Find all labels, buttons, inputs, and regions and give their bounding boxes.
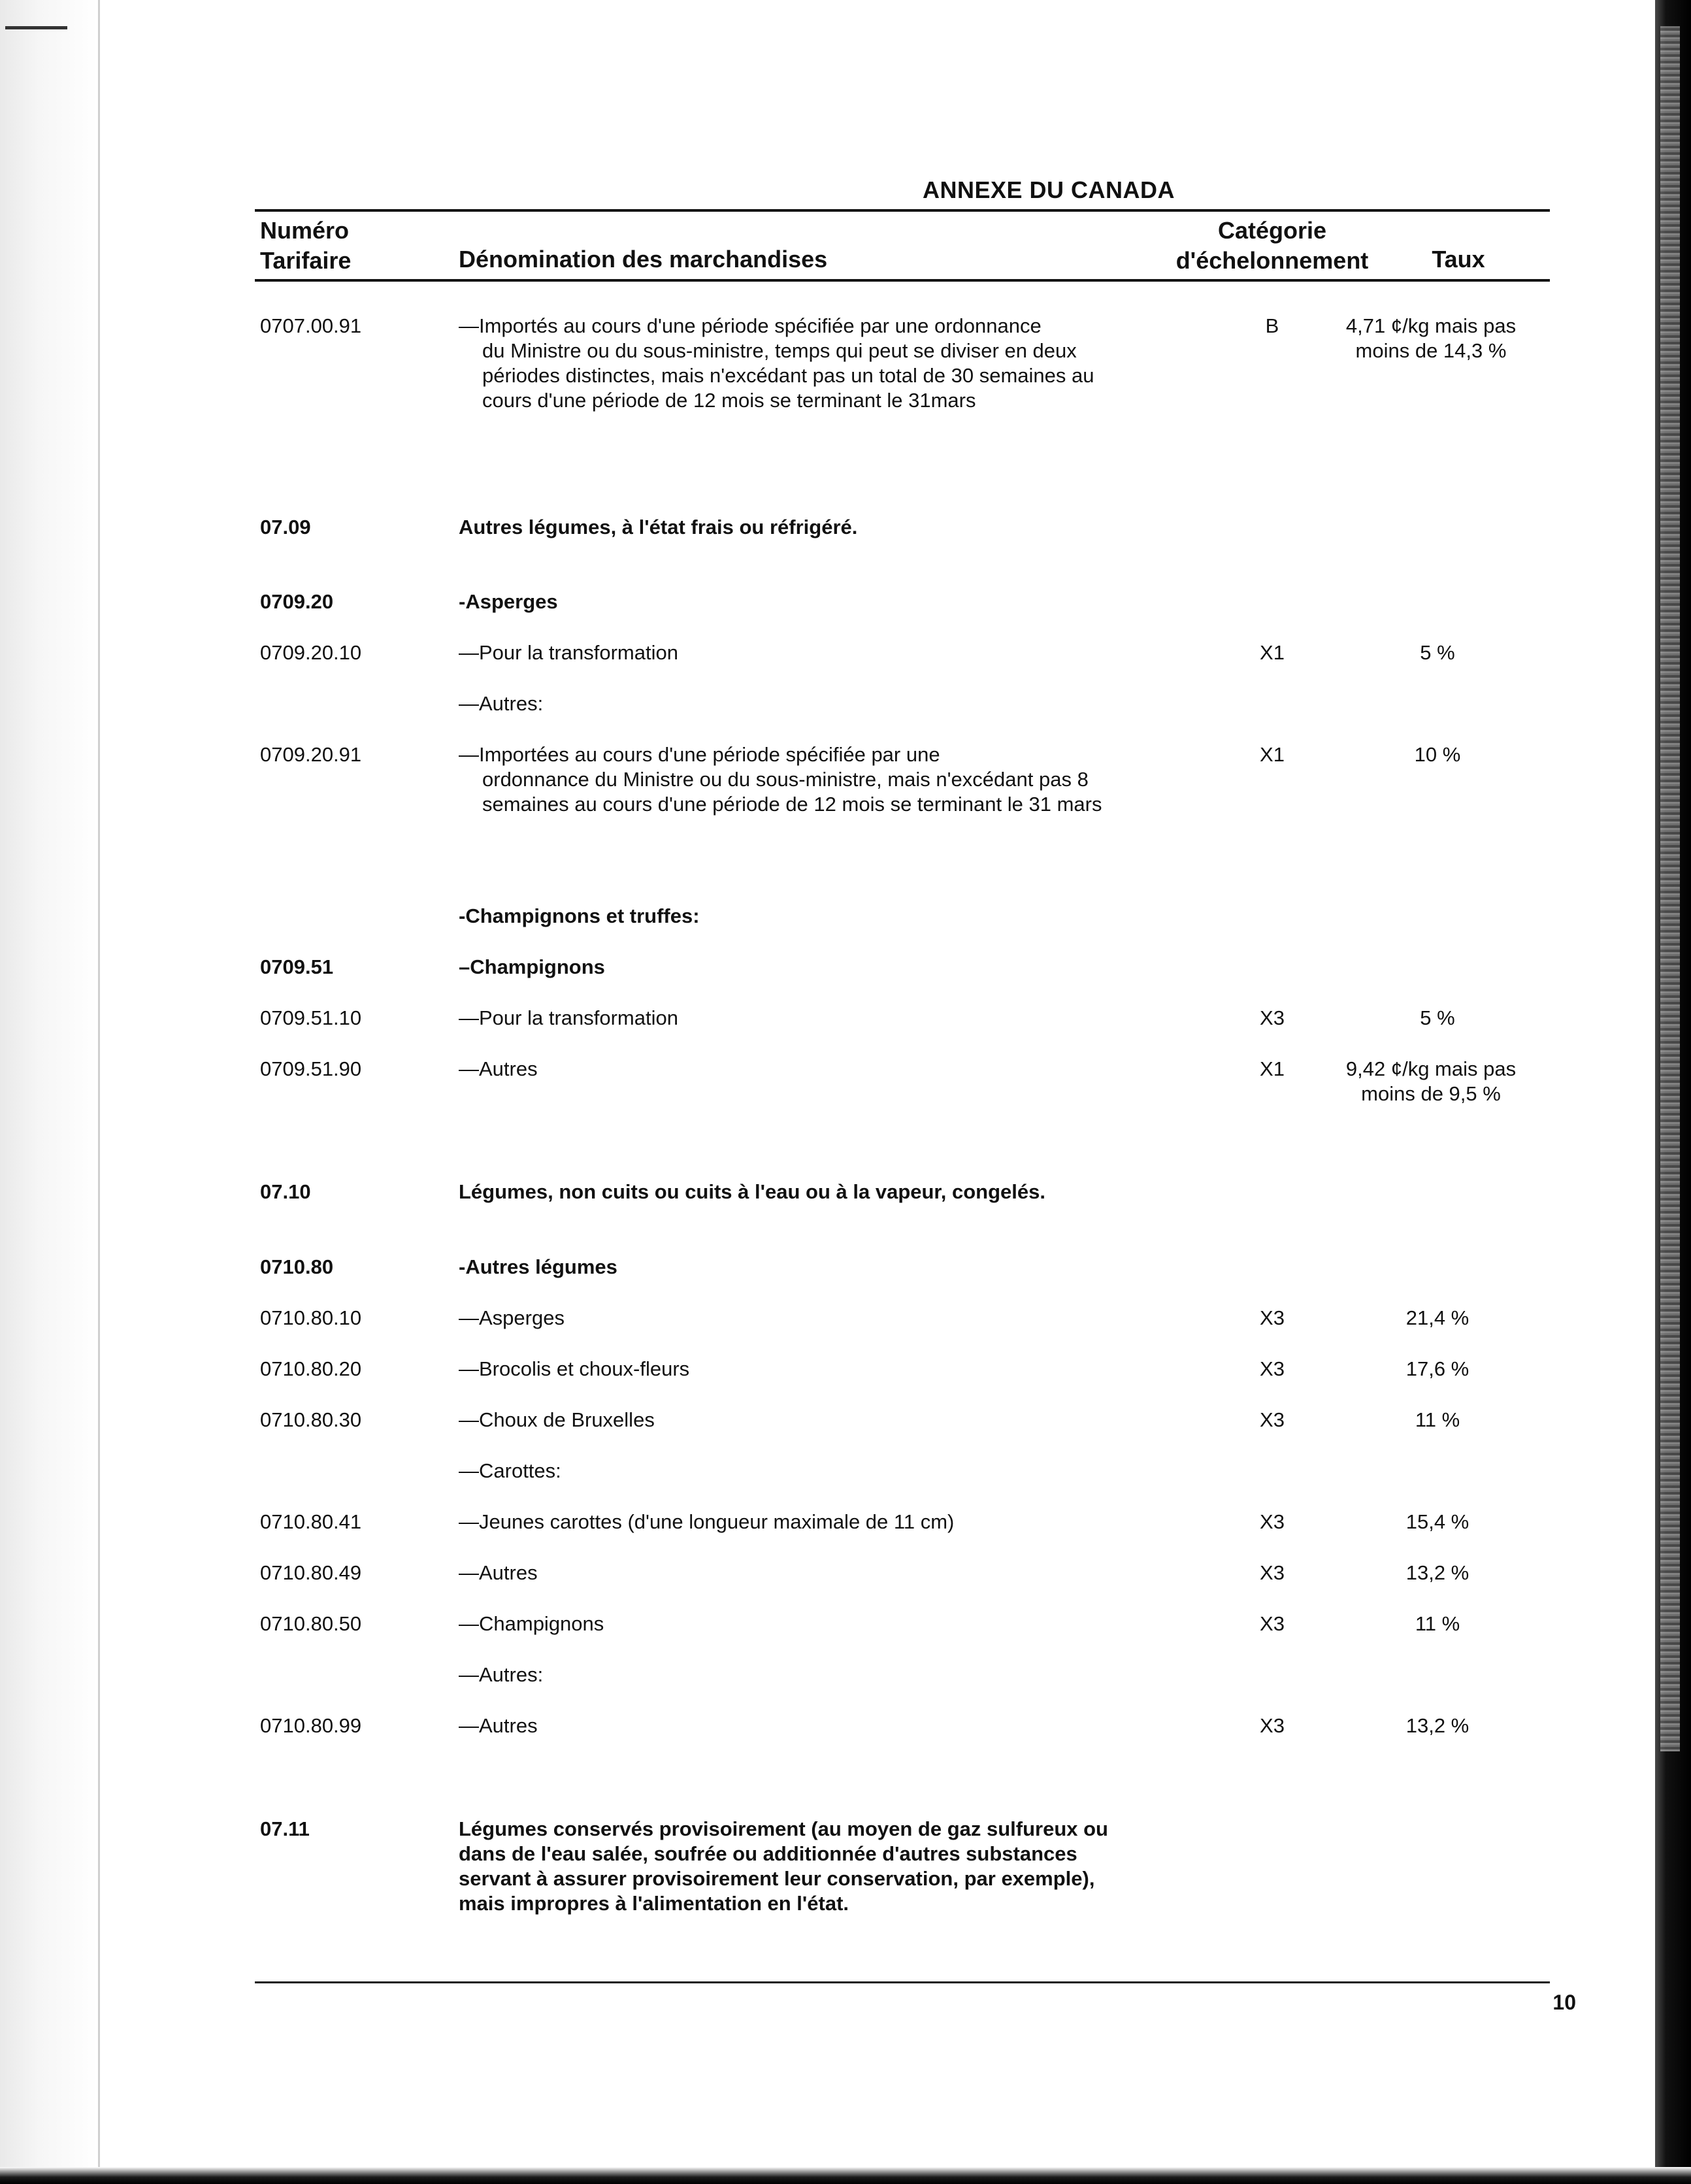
rate: 15,4 % xyxy=(1405,1510,1469,1533)
description: —Carottes: xyxy=(459,1459,561,1482)
description: —Brocolis et choux-fleurs xyxy=(459,1357,690,1380)
tariff-code: 0710.80.41 xyxy=(260,1510,362,1533)
scan-left-edge xyxy=(0,0,108,2184)
category: X3 xyxy=(1260,1714,1285,1737)
description: —Autres: xyxy=(459,1663,544,1686)
description-first-line: —Importés au cours d'une période spécifiée par une ordonnance xyxy=(459,314,1042,337)
description: —Autres xyxy=(459,1057,538,1080)
tariff-code: 07.10 xyxy=(260,1180,311,1203)
rate: 11 % xyxy=(1415,1408,1460,1431)
header-categorie-line1: Catégorie xyxy=(1217,217,1327,244)
tariff-code: 07.09 xyxy=(260,516,311,538)
header-numero-tarifaire xyxy=(260,216,351,276)
description: Autres légumes, à l'état frais ou réfrigéré. xyxy=(459,516,858,538)
rate: 13,2 % xyxy=(1405,1561,1469,1584)
rate: 11 % xyxy=(1415,1612,1460,1635)
category: X1 xyxy=(1260,743,1285,766)
tariff-code: 0710.80.10 xyxy=(260,1306,362,1329)
footer-rule xyxy=(255,1981,1550,1983)
category: X1 xyxy=(1260,1057,1285,1080)
header-categorie-line2: d'échelonnement xyxy=(1175,247,1369,274)
category: X3 xyxy=(1260,1306,1285,1329)
page-number: 10 xyxy=(1552,1991,1576,2014)
category: X3 xyxy=(1260,1357,1285,1380)
description-continuation: du Ministre ou du sous-ministre, temps qui peut se diviser en deux périodes distinctes, mais n'excédant pas un total de 30 semaines au cours d'une période de 12 mois se terminant le 31mars xyxy=(482,339,1094,412)
category: X3 xyxy=(1260,1006,1285,1029)
description: –Champignons xyxy=(459,955,605,978)
category: B xyxy=(1265,314,1279,337)
description: -Champignons et truffes: xyxy=(459,904,700,927)
page-title: ANNEXE DU CANADA xyxy=(922,176,1175,203)
header-categorie xyxy=(1132,216,1413,276)
description: —Pour la transformation xyxy=(459,1006,678,1029)
description: —Champignons xyxy=(459,1612,604,1635)
tariff-code: 07.11 xyxy=(260,1817,310,1840)
description: —Jeunes carottes (d'une longueur maximale de 11 cm) xyxy=(459,1510,955,1533)
description: —Pour la transformation xyxy=(459,641,678,664)
description-continuation: ordonnance du Ministre ou du sous-ministre, mais n'excédant pas 8 semaines au cours d'une période de 12 mois se terminant le 31 mars xyxy=(482,768,1102,816)
rate: 10 % xyxy=(1414,743,1461,766)
tariff-code: 0710.80.20 xyxy=(260,1357,362,1380)
rate: 5 % xyxy=(1420,1006,1455,1029)
tariff-code: 0710.80.50 xyxy=(260,1612,362,1635)
header-taux: Taux xyxy=(1432,246,1485,273)
scan-bottom-edge xyxy=(0,2167,1691,2184)
header-numero-line2: Tarifaire xyxy=(260,247,352,274)
tariff-code: 0709.20.91 xyxy=(260,743,362,766)
category: X3 xyxy=(1260,1561,1285,1584)
tariff-code: 0709.20 xyxy=(260,590,334,613)
rate: 4,71 ¢/kg mais pas moins de 14,3 % xyxy=(1345,314,1517,362)
tariff-code: 0710.80.49 xyxy=(260,1561,362,1584)
description: —Choux de Bruxelles xyxy=(459,1408,655,1431)
description: Légumes, non cuits ou cuits à l'eau ou à la vapeur, congelés. xyxy=(459,1180,1046,1203)
rate: 21,4 % xyxy=(1405,1306,1469,1329)
tariff-code: 0707.00.91 xyxy=(260,314,362,337)
rate: 9,42 ¢/kg mais pas moins de 9,5 % xyxy=(1345,1057,1517,1105)
header-denomination: Dénomination des marchandises xyxy=(459,246,828,273)
header-top-rule xyxy=(255,209,1550,212)
rate: 17,6 % xyxy=(1405,1357,1469,1380)
rate: 5 % xyxy=(1420,641,1455,664)
scan-right-edge xyxy=(1655,0,1691,2184)
tariff-code: 0709.51 xyxy=(260,955,334,978)
tariff-code: 0710.80 xyxy=(260,1255,334,1278)
tariff-code: 0709.20.10 xyxy=(260,641,362,664)
header-bottom-rule xyxy=(255,279,1550,282)
description: —Autres xyxy=(459,1714,538,1737)
tariff-code: 0709.51.10 xyxy=(260,1006,362,1029)
description: —Autres: xyxy=(459,692,544,715)
description: —Asperges xyxy=(459,1306,565,1329)
description: -Asperges xyxy=(459,590,558,613)
description xyxy=(459,314,1112,413)
category: X3 xyxy=(1260,1408,1285,1431)
rate: 13,2 % xyxy=(1405,1714,1469,1737)
header-numero-line1: Numéro xyxy=(260,217,350,244)
tariff-code: 0710.80.30 xyxy=(260,1408,362,1431)
description: —Autres xyxy=(459,1561,538,1584)
description: Légumes conservés provisoirement (au moyen de gaz sulfureux ou dans de l'eau salée, soufrée ou additionnée d'autres substances servant à assurer provisoirement leur conservation, par exemple), mais impropres à l'alimentation en l'état. xyxy=(459,1817,1108,1915)
description-first-line: —Importées au cours d'une période spécifiée par une xyxy=(459,743,940,766)
description: -Autres légumes xyxy=(459,1255,617,1278)
description xyxy=(459,742,1112,817)
category: X3 xyxy=(1260,1612,1285,1635)
tariff-code: 0710.80.99 xyxy=(260,1714,362,1737)
category: X3 xyxy=(1260,1510,1285,1533)
category: X1 xyxy=(1260,641,1285,664)
tariff-code: 0709.51.90 xyxy=(260,1057,362,1080)
